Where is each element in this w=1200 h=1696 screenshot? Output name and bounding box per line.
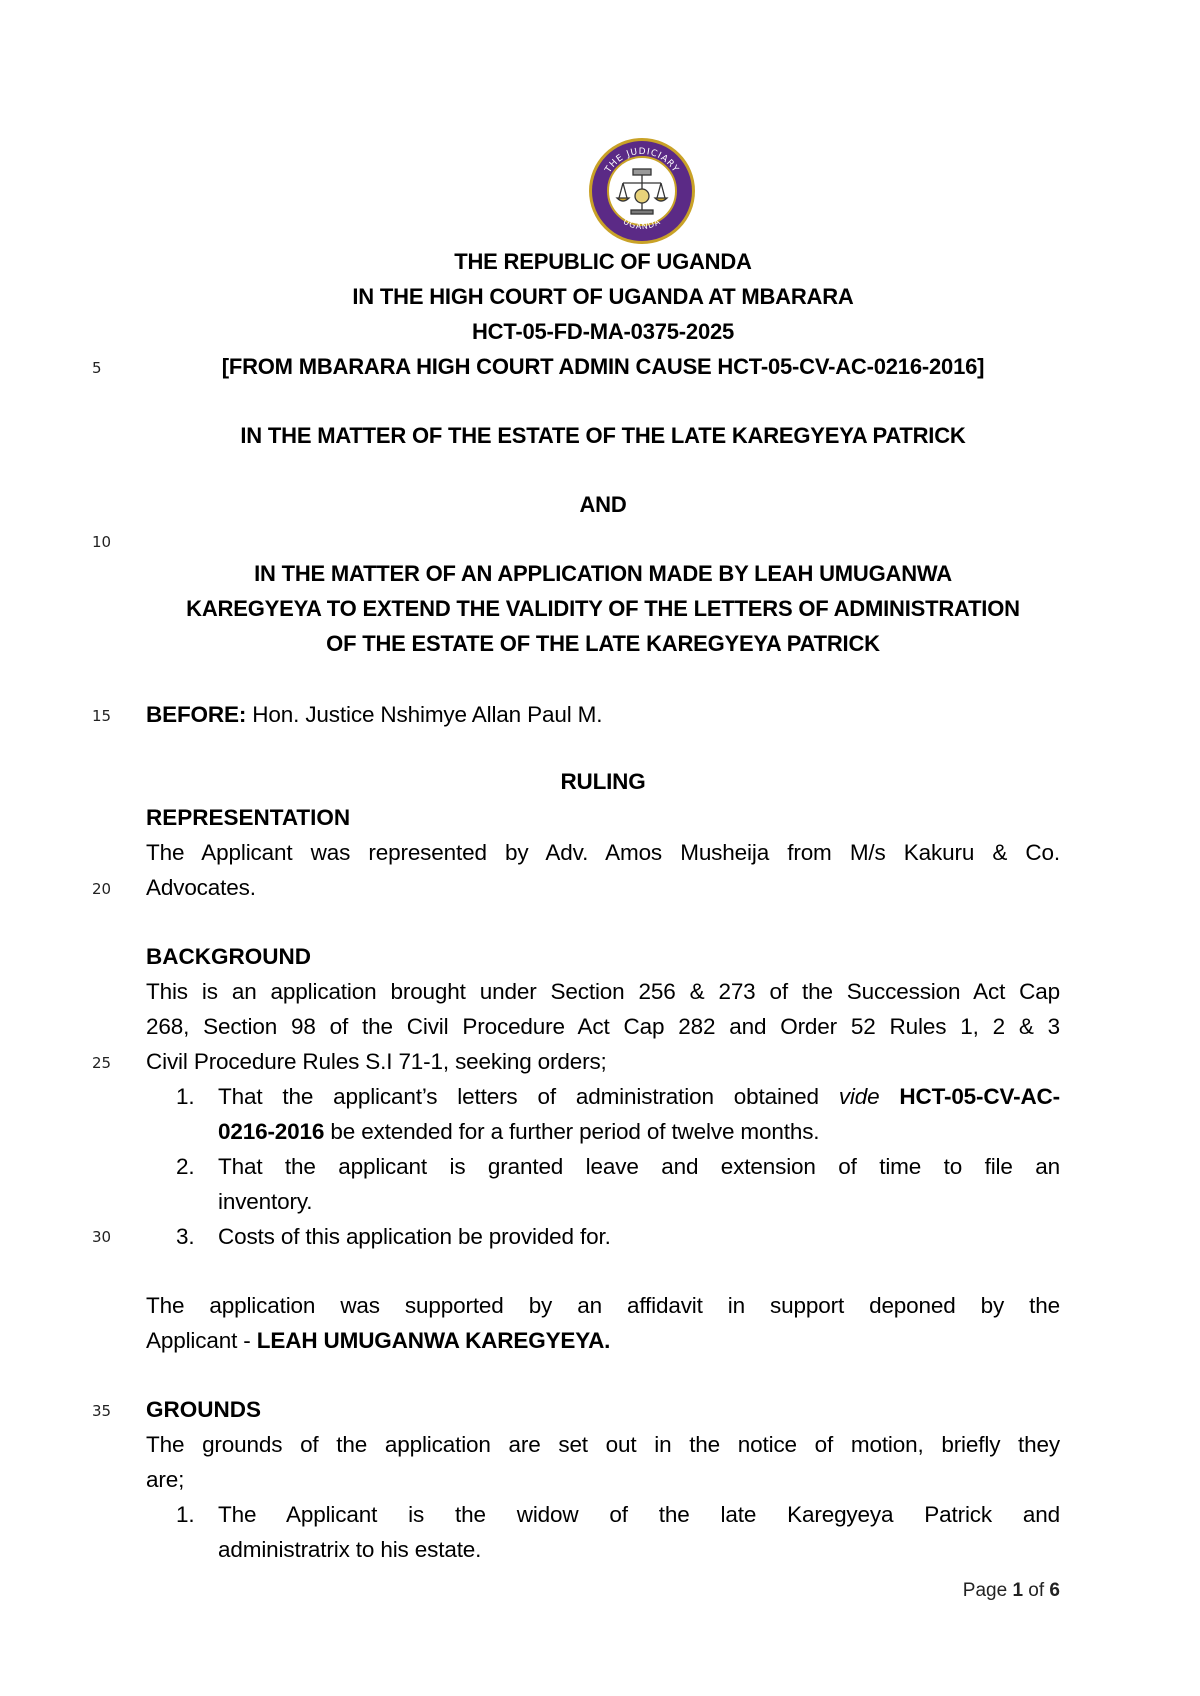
order-list-item-3: 3. Costs of this application be provided for. bbox=[176, 1219, 1060, 1254]
case-number: HCT-05-FD-MA-0375-2025 bbox=[471, 319, 735, 344]
representation-heading: REPRESENTATION bbox=[146, 805, 351, 830]
republic-heading: THE REPUBLIC OF UGANDA bbox=[454, 249, 752, 274]
line-number: 15 bbox=[92, 707, 112, 725]
matter-application-line-3: OF THE ESTATE OF THE LATE KAREGYEYA PATRICK bbox=[326, 631, 880, 656]
grounds-line-2: are; bbox=[146, 1467, 185, 1492]
representation-line-1: The Applicant was represented by Adv. Amos Musheija from M/s Kakuru & Co. bbox=[146, 840, 1060, 865]
background-heading: BACKGROUND bbox=[146, 944, 311, 969]
background-line-2: 268, Section 98 of the Civil Procedure Act Cap 282 and Order 52 Rules 1, 2 & 3 bbox=[146, 1014, 1060, 1039]
list-number: 3. bbox=[176, 1224, 195, 1249]
grounds-list-item-1: 1. The Applicant is the widow of the late Karegyeya Patrick and bbox=[176, 1497, 1060, 1532]
line-number: 10 bbox=[92, 533, 112, 551]
order-list-item-2: 2. That the applicant is granted leave and extension of time to file an bbox=[176, 1149, 1060, 1184]
page-number: Page 1 of 6 bbox=[962, 1580, 1060, 1601]
line-number: 35 bbox=[92, 1402, 112, 1420]
judiciary-seal-icon bbox=[587, 136, 697, 246]
support-line-2: Applicant - LEAH UMUGANWA KAREGYEYA. bbox=[146, 1328, 611, 1353]
order-list-item-1: 1. That the applicant’s letters of administration obtained vide HCT-05-CV-AC- bbox=[176, 1079, 1060, 1114]
grounds-line-1: The grounds of the application are set out in the notice of motion, briefly they bbox=[146, 1432, 1060, 1457]
list-number: 1. bbox=[176, 1502, 195, 1527]
seal-bottom-text: UGANDA bbox=[621, 216, 663, 232]
ruling-title: RULING bbox=[560, 769, 646, 794]
grounds-list-item-1-cont: administratrix to his estate. bbox=[218, 1537, 482, 1562]
court-heading: IN THE HIGH COURT OF UGANDA AT MBARARA bbox=[352, 284, 854, 309]
matter-application-line-2: KAREGYEYA TO EXTEND THE VALIDITY OF THE LETTERS OF ADMINISTRATION bbox=[186, 596, 1020, 621]
representation-line-2: Advocates. bbox=[146, 875, 256, 900]
matter-application-line-1: IN THE MATTER OF AN APPLICATION MADE BY LEAH UMUGANWA bbox=[254, 561, 952, 586]
list-number: 1. bbox=[176, 1084, 195, 1109]
before-label: BEFORE: bbox=[146, 702, 247, 727]
from-cause-heading: [FROM MBARARA HIGH COURT ADMIN CAUSE HCT-05-CV-AC-0216-2016] bbox=[221, 354, 985, 379]
grounds-heading: GROUNDS bbox=[146, 1397, 262, 1422]
order-list-item-2-cont: inventory. bbox=[218, 1189, 313, 1214]
matter-estate-heading: IN THE MATTER OF THE ESTATE OF THE LATE KAREGYEYA PATRICK bbox=[240, 423, 966, 448]
before-judge: Hon. Justice Nshimye Allan Paul M. bbox=[246, 702, 603, 727]
background-line-1: This is an application brought under Section 256 & 273 of the Succession Act Cap bbox=[146, 979, 1060, 1004]
before-line bbox=[146, 697, 1060, 732]
line-number: 25 bbox=[92, 1054, 112, 1072]
line-number: 30 bbox=[92, 1228, 112, 1246]
list-number: 2. bbox=[176, 1154, 195, 1179]
and-heading: AND bbox=[579, 492, 627, 517]
seal-top-text: THE JUDICIARY bbox=[603, 146, 681, 175]
line-number: 20 bbox=[92, 880, 112, 898]
support-line-1: The application was supported by an affidavit in support deponed by the bbox=[146, 1293, 1060, 1318]
background-line-3: Civil Procedure Rules S.I 71-1, seeking orders; bbox=[146, 1049, 607, 1074]
order-list-item-1-cont: 0216-2016 be extended for a further period of twelve months. bbox=[218, 1119, 820, 1144]
line-number: 5 bbox=[92, 359, 102, 377]
